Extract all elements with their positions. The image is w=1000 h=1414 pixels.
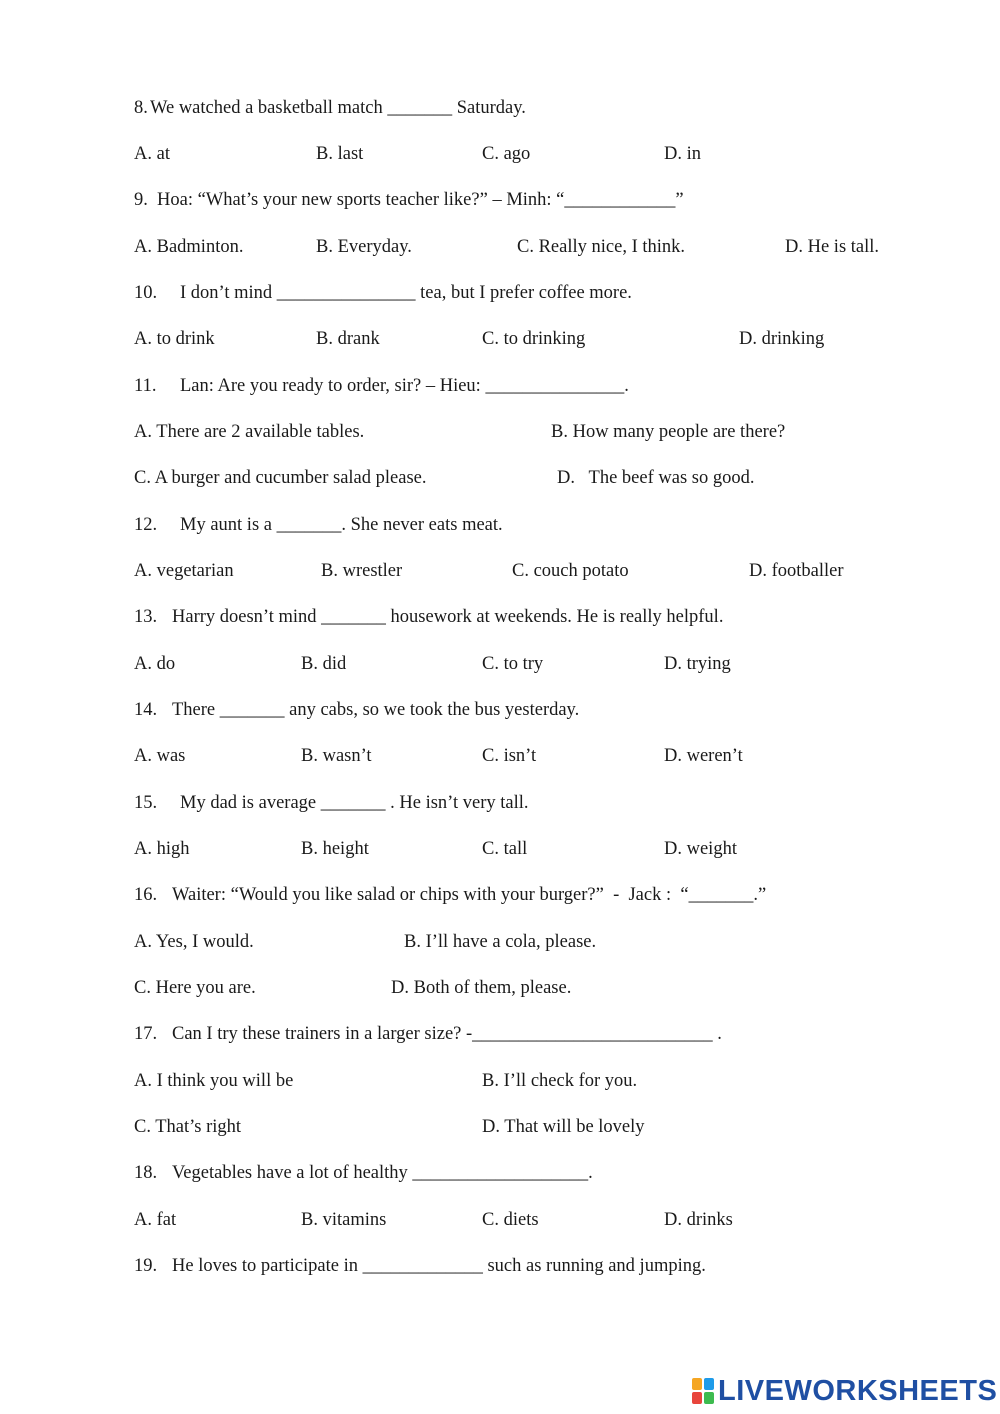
option-d[interactable]: D. footballer: [749, 561, 844, 581]
option-a[interactable]: A. vegetarian: [134, 561, 234, 581]
option-b[interactable]: B. Everyday.: [316, 237, 412, 257]
option-d[interactable]: D. drinking: [739, 329, 825, 349]
question-number: 12.: [134, 515, 158, 535]
question-number: 11.: [134, 376, 157, 396]
question-18: [0, 1160, 1000, 1186]
logo-square-3: [692, 1392, 702, 1404]
options-17-row-2: [0, 1114, 1000, 1140]
option-c[interactable]: C. tall: [482, 839, 528, 859]
option-b[interactable]: B. did: [301, 654, 347, 674]
liveworksheets-logo: [692, 1374, 998, 1408]
option-c[interactable]: C. ago: [482, 144, 531, 164]
options-14: [0, 743, 1000, 769]
option-c[interactable]: C. to drinking: [482, 329, 586, 349]
question-text: Can I try these trainers in a larger size? -__________________________ .: [172, 1024, 722, 1044]
option-b[interactable]: B. vitamins: [301, 1210, 387, 1230]
options-8: [0, 141, 1000, 167]
question-text: My aunt is a _______. She never eats meat.: [180, 515, 503, 535]
question-14: [0, 697, 1000, 723]
option-b[interactable]: B. drank: [316, 329, 380, 349]
option-a[interactable]: A. fat: [134, 1210, 177, 1230]
option-a[interactable]: A. to drink: [134, 329, 215, 349]
question-9: [0, 187, 1000, 213]
option-d[interactable]: D. That will be lovely: [482, 1117, 645, 1137]
option-a[interactable]: A. at: [134, 144, 170, 164]
question-15: [0, 790, 1000, 816]
question-8: [0, 95, 1000, 121]
question-number: 13.: [134, 607, 158, 627]
options-16-row-1: [0, 929, 1000, 955]
question-number: 9.: [134, 190, 148, 210]
option-d[interactable]: D. weren’t: [664, 746, 743, 766]
logo-square-1: [692, 1378, 702, 1390]
option-b[interactable]: B. height: [301, 839, 369, 859]
options-11-row-1: [0, 419, 1000, 445]
option-b[interactable]: B. wasn’t: [301, 746, 372, 766]
option-a[interactable]: A. I think you will be: [134, 1071, 294, 1091]
question-text: Harry doesn’t mind _______ housework at weekends. He is really helpful.: [172, 607, 724, 627]
options-18: [0, 1207, 1000, 1233]
question-text: Waiter: “Would you like salad or chips with your burger?” - Jack : “_______.”: [172, 885, 767, 905]
option-d[interactable]: D. He is tall.: [785, 237, 880, 257]
question-number: 15.: [134, 793, 158, 813]
option-c[interactable]: C. A burger and cucumber salad please.: [134, 468, 427, 488]
question-text: Vegetables have a lot of healthy ___________________.: [172, 1163, 593, 1183]
option-a[interactable]: A. high: [134, 839, 190, 859]
option-d[interactable]: D. drinks: [664, 1210, 733, 1230]
option-d[interactable]: D. The beef was so good.: [557, 468, 755, 488]
question-number: 18.: [134, 1163, 158, 1183]
option-a[interactable]: A. Badminton.: [134, 237, 244, 257]
question-number: 14.: [134, 700, 158, 720]
question-13: [0, 604, 1000, 630]
question-number: 10.: [134, 283, 158, 303]
option-c[interactable]: C. diets: [482, 1210, 539, 1230]
option-c[interactable]: C. couch potato: [512, 561, 629, 581]
options-13: [0, 651, 1000, 677]
option-b[interactable]: B. wrestler: [321, 561, 403, 581]
option-b[interactable]: B. I’ll have a cola, please.: [404, 932, 597, 952]
logo-square-2: [704, 1378, 714, 1390]
question-text: Lan: Are you ready to order, sir? – Hieu: _______________.: [180, 376, 629, 396]
question-text: We watched a basketball match _______ Saturday.: [150, 98, 526, 118]
question-number: 8.: [134, 98, 148, 118]
question-19: [0, 1253, 1000, 1279]
liveworksheets-logo-icon: [692, 1378, 714, 1404]
logo-square-4: [704, 1392, 714, 1404]
option-d[interactable]: D. trying: [664, 654, 731, 674]
option-c[interactable]: C. isn’t: [482, 746, 537, 766]
option-a[interactable]: A. Yes, I would.: [134, 932, 254, 952]
option-b[interactable]: B. How many people are there?: [551, 422, 786, 442]
question-number: 17.: [134, 1024, 158, 1044]
option-c[interactable]: C. Here you are.: [134, 978, 256, 998]
question-16: [0, 882, 1000, 908]
option-c[interactable]: C. Really nice, I think.: [517, 237, 686, 257]
options-11-row-2: [0, 465, 1000, 491]
question-10: [0, 280, 1000, 306]
options-16-row-2: [0, 975, 1000, 1001]
question-number: 16.: [134, 885, 158, 905]
option-a[interactable]: A. There are 2 available tables.: [134, 422, 365, 442]
option-d[interactable]: D. Both of them, please.: [391, 978, 572, 998]
option-b[interactable]: B. I’ll check for you.: [482, 1071, 638, 1091]
brand-name: LIVEWORKSHEETS: [718, 1375, 998, 1407]
question-text: There _______ any cabs, so we took the bus yesterday.: [172, 700, 580, 720]
options-17-row-1: [0, 1068, 1000, 1094]
options-12: [0, 558, 1000, 584]
option-a[interactable]: A. was: [134, 746, 186, 766]
question-text: He loves to participate in _____________ such as running and jumping.: [172, 1256, 706, 1276]
option-a[interactable]: A. do: [134, 654, 176, 674]
option-d[interactable]: D. in: [664, 144, 701, 164]
options-15: [0, 836, 1000, 862]
question-11: [0, 373, 1000, 399]
question-text: Hoa: “What’s your new sports teacher like?” – Minh: “____________”: [157, 190, 684, 210]
question-text: I don’t mind _______________ tea, but I prefer coffee more.: [180, 283, 632, 303]
option-b[interactable]: B. last: [316, 144, 364, 164]
question-17: [0, 1021, 1000, 1047]
question-number: 19.: [134, 1256, 158, 1276]
options-9: [0, 234, 1000, 260]
option-d[interactable]: D. weight: [664, 839, 737, 859]
option-c[interactable]: C. That’s right: [134, 1117, 242, 1137]
option-c[interactable]: C. to try: [482, 654, 544, 674]
question-12: [0, 512, 1000, 538]
question-text: My dad is average _______ . He isn’t very tall.: [180, 793, 529, 813]
options-10: [0, 326, 1000, 352]
